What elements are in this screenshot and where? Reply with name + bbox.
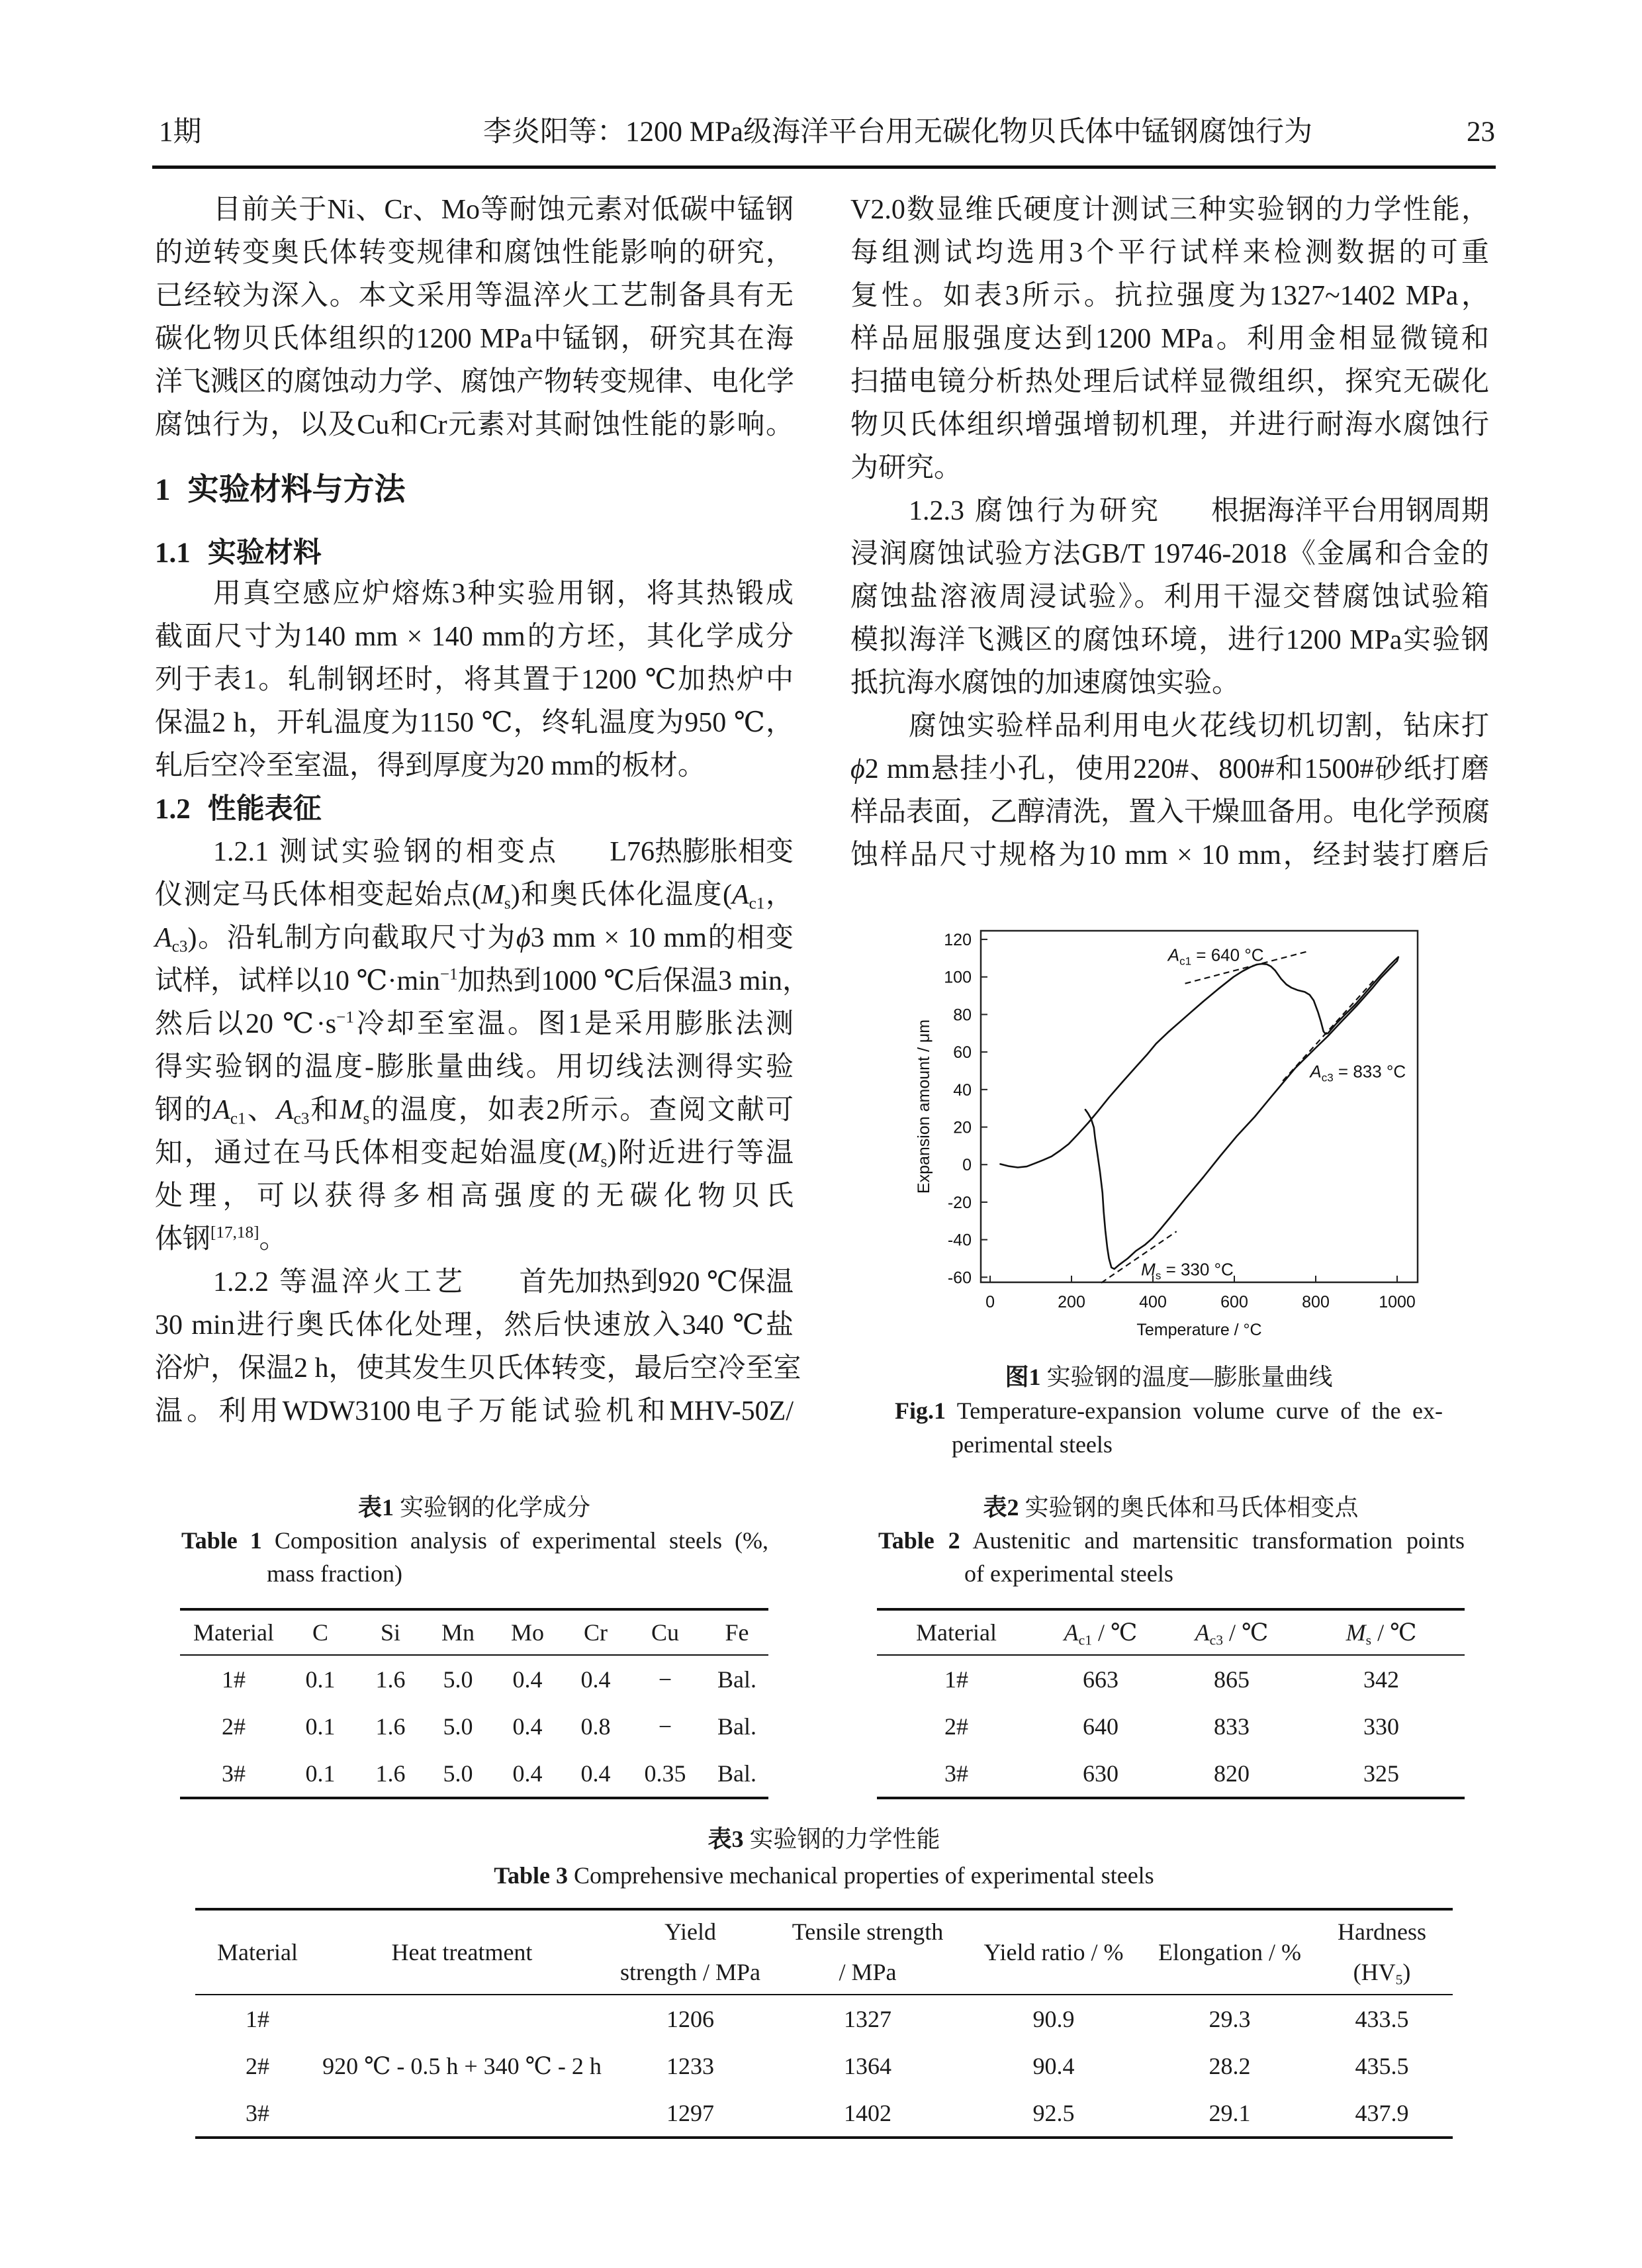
table-cell: 0.4 bbox=[488, 1750, 567, 1799]
figure-caption-en-continued: perimental steels bbox=[952, 1431, 1113, 1458]
symbol: A bbox=[213, 1095, 230, 1125]
text-line: 处理，可以获得多相高强度的无碳化物贝氏 bbox=[155, 1181, 794, 1211]
symbol: M bbox=[577, 1138, 601, 1168]
text-run: 加热到1000 ℃后保温3 min， bbox=[457, 966, 810, 996]
table-cell: 90.4 bbox=[1032, 2052, 1075, 2079]
text-run: 试样，试样以10 ℃·min bbox=[155, 966, 440, 996]
caption-text: 实验钢的奥氏体和马氏体相变点 bbox=[1019, 1494, 1359, 1521]
table-cell: 28.2 bbox=[1209, 2052, 1251, 2079]
composition-table bbox=[180, 1608, 768, 1799]
text-line bbox=[155, 1132, 794, 1175]
header-line: strength / MPa bbox=[620, 1959, 760, 1985]
intro-paragraph bbox=[155, 189, 794, 447]
table-1-caption-en-continued: mass fraction) bbox=[267, 1560, 402, 1587]
table-cell: 435.5 bbox=[1355, 2052, 1409, 2079]
table-cell: 1.6 bbox=[375, 1713, 406, 1740]
symbol: M bbox=[340, 1095, 363, 1125]
table-header-cell: C bbox=[287, 1608, 353, 1656]
y-tick-label: 0 bbox=[962, 1156, 972, 1175]
text-line bbox=[155, 1218, 794, 1261]
table-3-caption-cn bbox=[195, 1822, 1453, 1856]
text-line: 模拟海洋飞溅区的腐蚀环境，进行1200 MPa实验钢 bbox=[850, 625, 1489, 655]
table-cell: 1233 bbox=[666, 2052, 714, 2079]
text-run: 。 bbox=[259, 1224, 287, 1254]
text-run: 仪测定马氏体相变起始点( bbox=[155, 880, 481, 910]
table-cell: 833 bbox=[1214, 1713, 1250, 1740]
annotation-value: = 640 °C bbox=[1191, 945, 1264, 965]
x-tick-label: 600 bbox=[1220, 1293, 1248, 1311]
annotation-ms bbox=[1141, 1260, 1234, 1282]
table-cell: 1206 bbox=[666, 2005, 714, 2032]
symbol: A bbox=[276, 1095, 294, 1125]
table-cell: 5.0 bbox=[428, 1750, 488, 1799]
subscript: 5 bbox=[1395, 1971, 1403, 1988]
run-in-number: 1.2.3 bbox=[909, 496, 964, 526]
table-cell: 2# bbox=[246, 2052, 269, 2079]
header-line: Tensile strength bbox=[792, 1918, 944, 1945]
y-tick-label: 120 bbox=[944, 931, 972, 950]
header-rule bbox=[152, 165, 1496, 169]
table-header-cell: Material bbox=[180, 1608, 287, 1656]
y-tick-label: 100 bbox=[944, 968, 972, 987]
symbol: M bbox=[1346, 1619, 1366, 1646]
unit: / ℃ bbox=[1371, 1619, 1417, 1646]
text-run: ) bbox=[1402, 1959, 1411, 1985]
annotation-ac1 bbox=[1167, 945, 1264, 968]
table-header-row bbox=[180, 1608, 768, 1656]
table-header-cell: Heat treatment bbox=[320, 1908, 604, 1995]
table-cell: 330 bbox=[1363, 1713, 1399, 1740]
unit: / ℃ bbox=[1223, 1619, 1269, 1646]
table-header-cell bbox=[604, 1908, 776, 1995]
plot-frame bbox=[981, 931, 1418, 1282]
table-cell: 1.6 bbox=[353, 1750, 428, 1799]
text-line: 截面尺寸为140 mm × 140 mm的方坯，其化学成分 bbox=[155, 622, 794, 652]
table-cell: 1.6 bbox=[375, 1666, 406, 1693]
caption-text: Composition analysis of experimental steels (%, bbox=[261, 1527, 768, 1554]
cooling-curve bbox=[1085, 957, 1398, 1269]
caption-text: Austenitic and martensitic transformation points bbox=[960, 1527, 1465, 1554]
y-tick-label: -20 bbox=[947, 1193, 972, 1212]
y-tick-label: 40 bbox=[953, 1080, 972, 1100]
text-run: 3 mm × 10 mm的相变 bbox=[530, 923, 794, 953]
annotation-subscript: s bbox=[1155, 1269, 1162, 1282]
materials-paragraph bbox=[155, 573, 794, 788]
table-cell: 3# bbox=[180, 1750, 287, 1799]
annotation-ac3 bbox=[1308, 1061, 1406, 1084]
header-line: Hardness bbox=[1338, 1918, 1426, 1945]
annotation-value: = 330 °C bbox=[1161, 1259, 1234, 1280]
table-cell: 2# bbox=[222, 1713, 246, 1740]
text-run: 和 bbox=[309, 1095, 340, 1125]
table-cell: 820 bbox=[1165, 1750, 1298, 1799]
table-cell: 0.4 bbox=[512, 1713, 543, 1740]
text-line: 洋飞溅区的腐蚀动力学、腐蚀产物转变规律、电化学 bbox=[155, 367, 795, 397]
annotation-subscript: c3 bbox=[1321, 1071, 1334, 1084]
text-line: 得实验钢的温度-膨胀量曲线。用切线法测得实验 bbox=[155, 1052, 794, 1082]
caption-text: 实验钢的力学性能 bbox=[743, 1826, 940, 1852]
text-run: )附近进行等温 bbox=[607, 1138, 794, 1168]
subsection-heading bbox=[155, 533, 794, 573]
y-tick-label: 60 bbox=[953, 1043, 972, 1063]
table-cell: 92.5 bbox=[959, 2089, 1148, 2139]
table-2-caption-en-continued: of experimental steels bbox=[964, 1560, 1173, 1587]
table-cell: 433.5 bbox=[1355, 2005, 1409, 2032]
figure-label: 图1 bbox=[1005, 1364, 1041, 1390]
text-line: 蚀样品尺寸规格为10 mm × 10 mm，经封装打磨后 bbox=[850, 840, 1489, 871]
subscript: c1 bbox=[749, 894, 765, 913]
table-3-caption-en bbox=[195, 1859, 1453, 1892]
subsection-number: 1.2 bbox=[155, 794, 191, 825]
subscript: s bbox=[504, 894, 511, 913]
text-run: 、 bbox=[246, 1095, 277, 1125]
table-cell: 1402 bbox=[776, 2089, 959, 2139]
table-cell: 640 bbox=[1083, 1713, 1118, 1740]
x-tick-label: 1000 bbox=[1379, 1293, 1416, 1311]
run-in-heading bbox=[213, 831, 559, 874]
table-header-cell bbox=[1036, 1608, 1165, 1656]
table-cell: 0.1 bbox=[287, 1750, 353, 1799]
text-line: 轧后空冷至室温，得到厚度为20 mm的板材。 bbox=[155, 751, 706, 781]
y-tick-label: 20 bbox=[953, 1118, 972, 1137]
table-header-cell: Mo bbox=[488, 1608, 567, 1656]
table-header-cell: Material bbox=[195, 1908, 320, 1995]
superscript: −1 bbox=[439, 965, 458, 984]
run-in-title: 测试实验钢的相变点 bbox=[279, 837, 560, 867]
text-run: )。沿轧制方向截取尺寸为 bbox=[187, 923, 516, 953]
x-tick-label: 800 bbox=[1302, 1293, 1330, 1311]
table-cell: 325 bbox=[1298, 1750, 1465, 1799]
text-run: 根据海洋平台用钢周期 bbox=[1210, 496, 1489, 526]
table-label: 表1 bbox=[357, 1494, 394, 1521]
subscript: c1 bbox=[230, 1110, 246, 1128]
symbol: A bbox=[1195, 1619, 1210, 1646]
text-line: 目前关于Ni、Cr、Mo等耐蚀元素对低碳中锰钢 bbox=[213, 195, 794, 225]
table-2-caption-en bbox=[878, 1524, 1465, 1557]
x-tick-label: 0 bbox=[985, 1293, 995, 1311]
symbol: A bbox=[732, 880, 749, 910]
y-tick-label: -60 bbox=[947, 1268, 972, 1288]
subscript: s bbox=[1365, 1632, 1372, 1648]
subsection-heading bbox=[155, 788, 794, 831]
text-line bbox=[850, 748, 1489, 791]
table-header-cell: Material bbox=[877, 1608, 1036, 1656]
text-line: 浸润腐蚀试验方法GB/T 19746-2018《金属和合金的 bbox=[850, 539, 1489, 569]
table-cell: 1364 bbox=[844, 2052, 891, 2079]
text-run: L76热膨胀相变 bbox=[610, 837, 794, 867]
y-axis-label: Expansion amount / μm bbox=[915, 1019, 933, 1194]
table-row bbox=[180, 1703, 768, 1750]
text-line bbox=[155, 874, 794, 917]
table-cell: 90.9 bbox=[1032, 2005, 1075, 2032]
table-cell: 865 bbox=[1214, 1666, 1250, 1693]
header-line bbox=[1311, 1952, 1453, 1993]
annotation-symbol: A bbox=[1167, 945, 1180, 965]
table-cell: 3# bbox=[195, 2089, 320, 2139]
unit: / ℃ bbox=[1092, 1619, 1138, 1646]
text-run: )和奥氏体化温度( bbox=[510, 880, 732, 910]
figure-label: Fig.1 bbox=[895, 1397, 946, 1424]
subsection-number: 1.1 bbox=[155, 538, 191, 569]
figure-caption-cn bbox=[895, 1360, 1443, 1394]
right-column bbox=[850, 189, 1489, 877]
text-run: 2 mm悬挂小孔，使用220#、800#和1500#砂纸打磨 bbox=[864, 754, 1489, 784]
text-line bbox=[155, 917, 794, 960]
table-label: Table 3 bbox=[494, 1862, 569, 1889]
text-line bbox=[155, 1089, 794, 1132]
table-row bbox=[180, 1750, 768, 1799]
table-cell: Bal. bbox=[717, 1666, 756, 1693]
text-line: 浴炉，保温2 h，使其发生贝氏体转变，最后空冷至室 bbox=[155, 1353, 801, 1384]
x-axis-label: Temperature / °C bbox=[1136, 1321, 1262, 1339]
text-line: 腐蚀行为，以及Cu和Cr元素对其耐蚀性能的影响。 bbox=[155, 410, 794, 440]
text-line: 保温2 h，开轧温度为1150 ℃，终轧温度为950 ℃， bbox=[155, 708, 794, 738]
table-header-cell: Yield ratio / % bbox=[959, 1908, 1148, 1995]
table-cell: 0.4 bbox=[567, 1750, 625, 1799]
running-title: 李炎阳等：1200 MPa级海洋平台用无碳化物贝氏体中锰钢腐蚀行为 bbox=[483, 117, 1312, 148]
text-run: 知，通过在马氏体相变起始温度( bbox=[155, 1138, 578, 1168]
table-row bbox=[195, 1995, 1453, 2042]
page-number: 23 bbox=[1467, 117, 1495, 148]
text-line bbox=[155, 1261, 794, 1304]
subscript: c3 bbox=[1209, 1632, 1224, 1648]
run-in-title: 等温淬火工艺 bbox=[279, 1267, 467, 1298]
table-cell: 3# bbox=[877, 1750, 1036, 1799]
text-run: 首先加热到920 ℃保温 bbox=[519, 1267, 794, 1298]
heat-treatment-cell: 920 ℃ - 0.5 h + 340 ℃ - 2 h bbox=[320, 1995, 604, 2139]
table-cell: 29.1 bbox=[1148, 2089, 1311, 2139]
text-line: 已经较为深入。本文采用等温淬火工艺制备具有无 bbox=[155, 281, 794, 311]
annotation-symbol: A bbox=[1310, 1061, 1322, 1082]
table-cell: 437.9 bbox=[1311, 2089, 1453, 2139]
text-line: 腐蚀实验样品利用电火花线切机切割，钻床打 bbox=[909, 711, 1489, 741]
x-tick-label: 400 bbox=[1139, 1293, 1167, 1311]
subscript: c3 bbox=[171, 937, 188, 956]
table-cell: 0.4 bbox=[580, 1666, 611, 1693]
superscript: −1 bbox=[336, 1008, 354, 1027]
sample-prep-paragraph bbox=[850, 705, 1489, 877]
table-cell: 630 bbox=[1036, 1750, 1165, 1799]
table-cell: 0.4 bbox=[512, 1666, 543, 1693]
table-2-caption-cn bbox=[877, 1491, 1465, 1524]
table-label: Table 1 bbox=[181, 1527, 262, 1554]
text-line: 物贝氏体组织增强增韧机理，并进行耐海水腐蚀行 bbox=[850, 410, 1489, 440]
issue-number: 1期 bbox=[159, 117, 202, 148]
text-run: 钢的 bbox=[155, 1095, 214, 1125]
subscript: s bbox=[363, 1110, 370, 1128]
text-line: 30 min进行奥氏体化处理，然后快速放入340 ℃盐 bbox=[155, 1310, 794, 1341]
annotation-value: = 833 °C bbox=[1333, 1061, 1406, 1082]
mechanical-test-paragraph bbox=[850, 189, 1489, 490]
table-header-cell: Si bbox=[353, 1608, 428, 1656]
mechanical-properties-table bbox=[195, 1908, 1453, 2139]
text-run: 然后以20 ℃·s bbox=[155, 1009, 337, 1039]
table-cell: 342 bbox=[1363, 1666, 1399, 1693]
table-header-cell bbox=[1298, 1608, 1465, 1656]
text-line bbox=[155, 831, 794, 874]
text-line: 抵抗海水腐蚀的加速腐蚀实验。 bbox=[850, 668, 1240, 698]
run-in-number: 1.2.1 bbox=[213, 837, 269, 867]
run-in-title: 腐蚀行为研究 bbox=[975, 496, 1162, 526]
symbol: A bbox=[1064, 1619, 1079, 1646]
phi-symbol: ϕ bbox=[850, 754, 865, 784]
table-row bbox=[877, 1750, 1465, 1799]
text-line bbox=[155, 960, 810, 1003]
text-line: 为研究。 bbox=[850, 453, 962, 483]
text-line: 列于表1。轧制钢坯时，将其置于1200 ℃加热炉中 bbox=[155, 665, 794, 695]
table-1-caption-en bbox=[181, 1524, 768, 1557]
table-header-row bbox=[195, 1908, 1453, 1995]
text-run: 体钢 bbox=[155, 1224, 211, 1254]
text-run: (HV bbox=[1353, 1959, 1396, 1985]
text-line: 碳化物贝氏体组织的1200 MPa中锰钢，研究其在海 bbox=[155, 324, 794, 354]
table-header-cell bbox=[1311, 1908, 1453, 1995]
text-line bbox=[850, 490, 1489, 533]
y-tick-label: -40 bbox=[947, 1231, 972, 1250]
section-title: 实验材料与方法 bbox=[187, 471, 406, 508]
citation-superscript: [17,18] bbox=[210, 1223, 259, 1242]
section-heading bbox=[155, 447, 794, 533]
symbol: A bbox=[155, 923, 172, 953]
expansion-curve-chart bbox=[880, 920, 1456, 1344]
table-row bbox=[877, 1656, 1465, 1703]
table-header-cell bbox=[1165, 1608, 1298, 1656]
paragraph-1-2-1 bbox=[155, 831, 810, 1261]
caption-text: Comprehensive mechanical properties of experimental steels bbox=[568, 1862, 1154, 1889]
text-run: ， bbox=[764, 880, 794, 910]
table-cell: − bbox=[658, 1666, 672, 1693]
section-number: 1 bbox=[155, 473, 171, 507]
subsection-title: 性能表征 bbox=[207, 792, 322, 826]
table-cell: 1# bbox=[246, 2005, 269, 2032]
symbol: M bbox=[480, 880, 504, 910]
table-cell: 5.0 bbox=[443, 1666, 473, 1693]
table-header-cell: Mn bbox=[428, 1608, 488, 1656]
table-cell: 0.35 bbox=[625, 1750, 706, 1799]
table-label: 表3 bbox=[707, 1826, 744, 1852]
phi-symbol: ϕ bbox=[516, 923, 531, 953]
annotation-symbol: M bbox=[1141, 1259, 1156, 1280]
table-header-cell: Cu bbox=[625, 1608, 706, 1656]
annotation-subscript: c1 bbox=[1179, 955, 1192, 968]
table-cell: 0.1 bbox=[305, 1666, 336, 1693]
table-cell: 2# bbox=[944, 1713, 968, 1740]
run-in-heading bbox=[909, 490, 1162, 533]
table-cell: Bal. bbox=[717, 1713, 756, 1740]
subscript: c3 bbox=[293, 1110, 310, 1128]
text-line: 用真空感应炉熔炼3种实验用钢，将其热锻成 bbox=[213, 579, 794, 609]
text-line: 样品屈服强度达到1200 MPa。利用金相显微镜和 bbox=[850, 324, 1489, 354]
table-header-cell: Cr bbox=[567, 1608, 625, 1656]
header-line: / MPa bbox=[839, 1959, 897, 1985]
text-line: 复性。如表3所示。抗拉强度为1327~1402 MPa， bbox=[850, 281, 1489, 311]
run-in-number: 1.2.2 bbox=[213, 1267, 269, 1298]
table-1-caption-cn bbox=[180, 1491, 768, 1524]
table-header-cell bbox=[776, 1908, 959, 1995]
run-in-heading bbox=[213, 1261, 466, 1304]
table-cell: − bbox=[658, 1713, 672, 1740]
table-cell: 0.8 bbox=[580, 1713, 611, 1740]
table-cell: 1# bbox=[222, 1666, 246, 1693]
table-row bbox=[180, 1656, 768, 1703]
table-label: Table 2 bbox=[878, 1527, 960, 1554]
left-column bbox=[155, 189, 810, 1433]
table-header-cell: Elongation / % bbox=[1148, 1908, 1311, 1995]
text-line: 样品表面，乙醇清洗，置入干燥皿备用。电化学预腐 bbox=[850, 797, 1490, 827]
subscript: s bbox=[600, 1153, 608, 1171]
subscript: c1 bbox=[1078, 1632, 1093, 1648]
x-tick-label: 200 bbox=[1058, 1293, 1085, 1311]
table-cell: Bal. bbox=[706, 1750, 768, 1799]
text-line: 扫描电镜分析热处理后试样显微组织，探究无碳化 bbox=[850, 367, 1489, 397]
text-line: 每组测试均选用3个平行试样来检测数据的可重 bbox=[850, 238, 1489, 268]
table-cell: 5.0 bbox=[443, 1713, 473, 1740]
table-cell: 663 bbox=[1083, 1666, 1118, 1693]
text-line: V2.0数显维氏硬度计测试三种实验钢的力学性能， bbox=[850, 195, 1489, 225]
caption-text: 实验钢的化学成分 bbox=[394, 1494, 591, 1521]
text-run: 冷却至室温。图1是采用膨胀法测 bbox=[353, 1009, 794, 1039]
table-header-cell: Fe bbox=[706, 1608, 768, 1656]
table-header-row bbox=[877, 1608, 1465, 1656]
transformation-points-table bbox=[877, 1608, 1465, 1799]
text-run: 的温度，如表2所示。查阅文献可 bbox=[369, 1095, 794, 1125]
text-line: 的逆转变奥氏体转变规律和腐蚀性能影响的研究， bbox=[155, 238, 794, 268]
table-cell: 1# bbox=[944, 1666, 968, 1693]
header-line: Yield bbox=[664, 1918, 716, 1945]
caption-text: 实验钢的温度—膨胀量曲线 bbox=[1040, 1364, 1333, 1390]
table-cell: 29.3 bbox=[1209, 2005, 1251, 2032]
text-line: 腐蚀盐溶液周浸试验》。利用干湿交替腐蚀试验箱 bbox=[850, 582, 1489, 612]
table-cell: 1327 bbox=[844, 2005, 891, 2032]
caption-text: Temperature-expansion volume curve of the ex- bbox=[946, 1397, 1443, 1424]
table-cell: 1297 bbox=[604, 2089, 776, 2139]
text-line: 温。利用WDW3100电子万能试验机和MHV-50Z/ bbox=[155, 1396, 794, 1427]
table-row bbox=[877, 1703, 1465, 1750]
table-cell: 0.1 bbox=[305, 1713, 336, 1740]
figure-caption-en bbox=[895, 1394, 1443, 1427]
y-tick-label: 80 bbox=[953, 1006, 972, 1025]
table-label: 表2 bbox=[983, 1494, 1019, 1521]
subsection-title: 实验材料 bbox=[207, 536, 322, 569]
text-line bbox=[155, 1003, 794, 1046]
paragraph-1-2-2 bbox=[155, 1261, 801, 1433]
paragraph-1-2-3 bbox=[850, 490, 1489, 705]
